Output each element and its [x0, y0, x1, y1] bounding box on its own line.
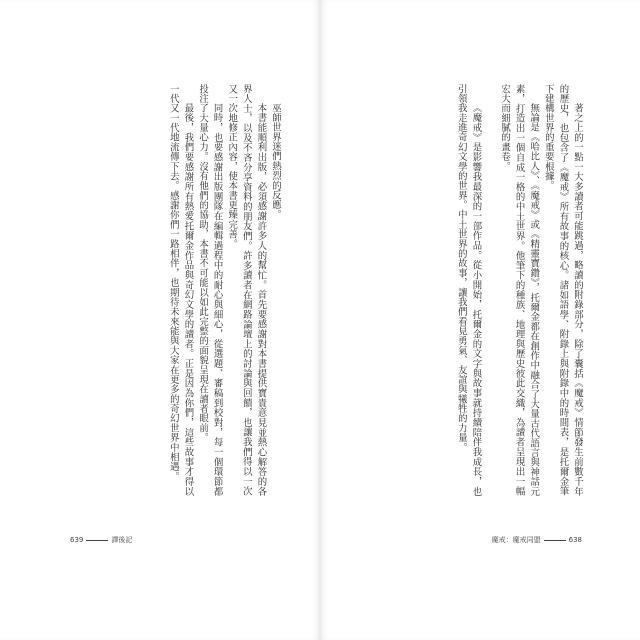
- left-paragraph-2: 本書能順利出版，必須感謝許多人的幫忙。首先要感謝對本書提供寶貴意見並熱心解答的各界人士，以及不吝分享資料的朋友們。許多讀者在網路論壇上的討論與回饋，也讓我們得以一次又一次地修正內容，使本書更臻完善。: [226, 84, 267, 496]
- right-paragraph-2: 無論是《哈比人》、《魔戒》或《精靈寶鑽》，托爾金都在創作中融合了大量古代語言與神話元素，打造出一個自成一格的中土世界。他筆下的種族、地理與歷史彼此交織，為讀者呈現出一幅宏大而細膩的畫卷。: [499, 84, 540, 496]
- left-page-body: [60, 84, 282, 496]
- right-page: [320, 0, 640, 640]
- left-paragraph-4: 最後，我們要感謝所有熱愛托爾金作品與奇幻文學的讀者。正是因為你們，這些故事才得以一代又一代地流傳下去。感謝你們一路相伴，也期待未來能與大家在更多的奇幻世界中相遇。: [167, 84, 194, 496]
- folio-rule: [86, 540, 108, 541]
- right-paragraph-1: 著之上的一點一大多讀者可能跳過，略讀的附錄部分，除了囊括《魔戒》情節發生前數千年的歷史，也包含了《魔戒》所有故事的核心。諸如語學、附錄上與附錄中的時間表，是托爾金筆下建構世界的重要根據。: [542, 84, 583, 496]
- left-page-number: 639: [70, 536, 84, 544]
- right-page-number: 638: [568, 536, 582, 544]
- right-folio: [492, 535, 582, 545]
- left-paragraph-1: 巫師世界迷們熱烈的反應。: [270, 102, 281, 220]
- right-paragraph-3: 《魔戒》是影響我最深的一部作品。從小開始，托爾金的文字與故事就持續陪伴我成長，也引領我走進奇幻文學的世界。中土世界的故事，讓我們看見勇氣、友誼與犧牲的力量。: [455, 84, 482, 496]
- left-paragraph-3: 同時，也要感謝出版團隊在編輯過程中的耐心與細心，從選題、審稿到校對，每一個環節都投注了大量心力。沒有他們的協助，本書不可能以如此完整的面貌呈現在讀者眼前。: [197, 84, 223, 496]
- folio-rule: [544, 540, 566, 541]
- left-running-title: 譯後記: [111, 536, 133, 544]
- right-running-title: 魔戒：魔戒同盟: [491, 536, 541, 544]
- right-page-body: [358, 84, 584, 496]
- left-folio: [70, 535, 132, 545]
